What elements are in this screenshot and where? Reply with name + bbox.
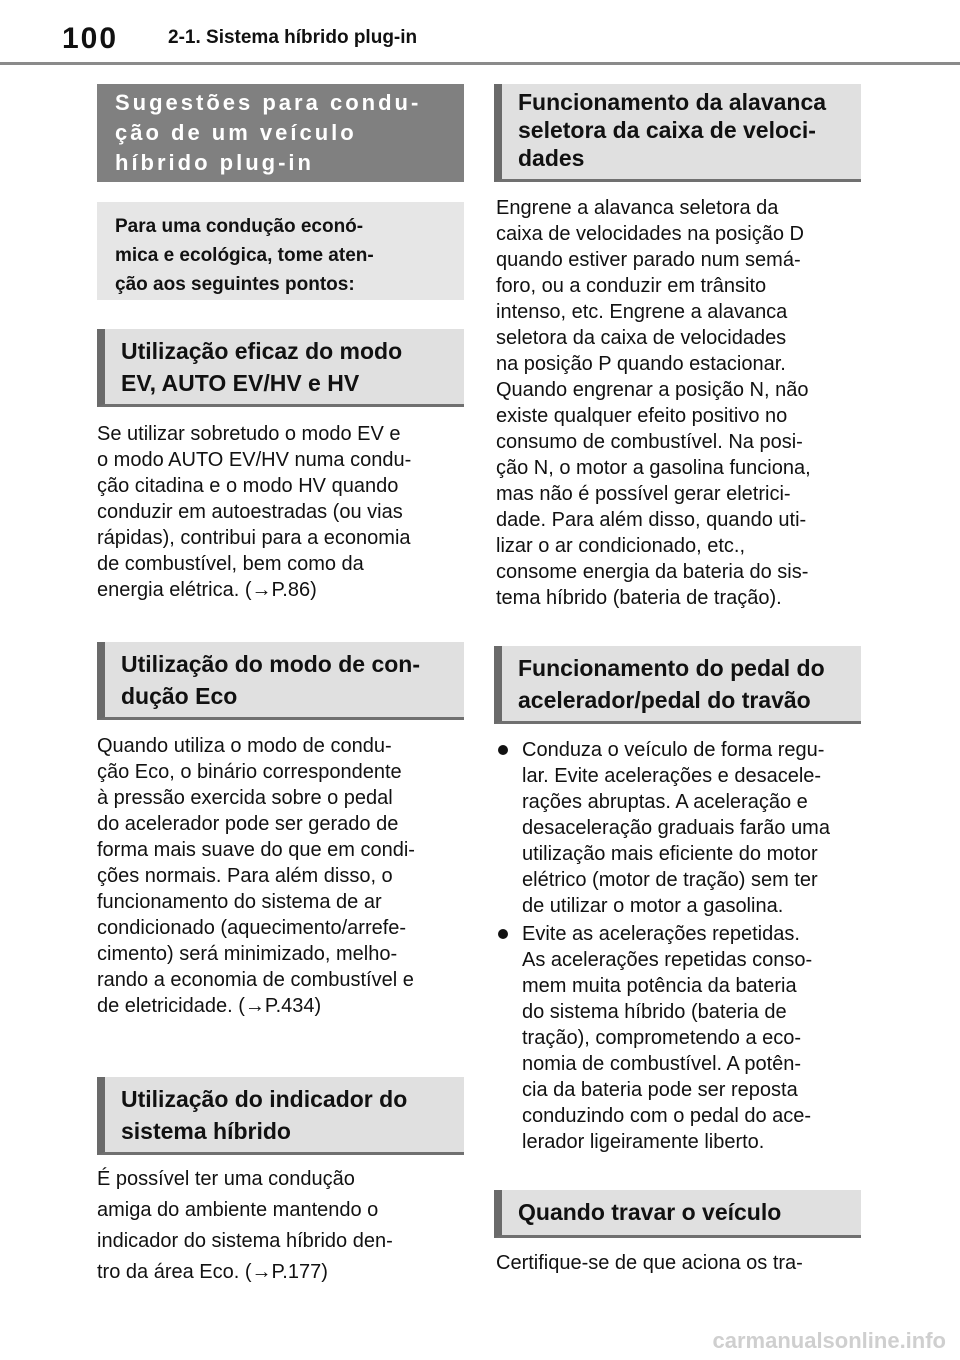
intro-box: Para uma condução econó- mica e ecológica, tome aten- ção aos seguintes pontos: <box>97 202 464 300</box>
list-item <box>496 921 866 1155</box>
page-number: 100 <box>62 22 119 55</box>
bullet-icon <box>498 745 508 755</box>
heading-pedals: Funcionamento do pedal do acelerador/pedal do travão <box>494 646 861 724</box>
paragraph-eco-mode: Quando utiliza o modo de condu- ção Eco, o binário correspondente à pressão exercida sobre o pedal do acelerador pode ser gerado de forma mais suave do que em condi- ções normais. Para além disso, o funcionamento do sistema de ar condicionado (aquecimento/arrefe- cimento) será minimizado, melho- rando a economia de combustível e de eletricidade. (→P.434) <box>97 735 415 1017</box>
heading-braking: Quando travar o veículo <box>494 1190 861 1238</box>
heading-ev-mode: Utilização eficaz do modo EV, AUTO EV/HV e HV <box>97 329 464 407</box>
bullet-text: Evite as acelerações repetidas. As acelerações repetidas conso- mem muita potência da bateria do sistema híbrido (bateria de tração), comprometendo a eco- nomia de combustível. A potên- cia da bateria pode ser reposta conduzindo com o pedal do ace- lerador ligeiramente liberto. <box>522 923 813 1153</box>
watermark: carmanualsonline.info <box>712 1328 946 1353</box>
paragraph-hybrid-indicator: É possível ter uma condução amiga do ambiente mantendo o indicador do sistema híbrido den- tro da área Eco. (→P.177) <box>97 1168 393 1283</box>
paragraph-braking: Certifique-se de que aciona os tra- <box>496 1252 803 1274</box>
main-title-box: Sugestões para condu- ção de um veículo híbrido plug-in <box>97 84 464 182</box>
heading-hybrid-indicator: Utilização do indicador do sistema híbrido <box>97 1077 464 1155</box>
section-title: 2-1. Sistema híbrido plug-in <box>168 27 418 48</box>
paragraph-shift-lever: Engrene a alavanca seletora da caixa de velocidades na posição D quando estiver parado num semá- foro, ou a conduzir em trânsito intenso, etc. Engrene a alavanca seletora da caixa de velocidades na posição P quando estacionar. Quando engrenar a posição N, não existe qualquer efeito positivo no consumo de combustível. Na posi- ção N, o motor a gasolina funciona, mas não é possível gerar eletrici- dade. Para além disso, quando uti- lizar o ar condicionado, etc., consome energia da bateria do sis- tema híbrido (bateria de tração). <box>496 197 811 609</box>
page-header <box>0 0 960 60</box>
list-item <box>496 737 866 919</box>
paragraph-ev-mode: Se utilizar sobretudo o modo EV e o modo AUTO EV/HV numa condu- ção citadina e o modo HV quando conduzir em autoestradas (ou vias rápidas), contribui para a economia de combustível, bem como da energia elétrica. (→P.86) <box>97 423 412 601</box>
heading-shift-lever: Funcionamento da alavanca seletora da caixa de veloci- dades <box>494 84 861 182</box>
bullet-icon <box>498 929 508 939</box>
bullet-text: Conduza o veículo de forma regu- lar. Evite acelerações e desacele- rações abruptas. A aceleração e desaceleração graduais farão uma utilização mais eficiente do motor elétrico (motor de tração) sem ter de utilizar o motor a gasolina. <box>522 739 830 917</box>
heading-eco-mode: Utilização do modo de con- dução Eco <box>97 642 464 720</box>
pedals-bullet-list <box>496 737 866 1157</box>
header-divider <box>0 62 960 65</box>
